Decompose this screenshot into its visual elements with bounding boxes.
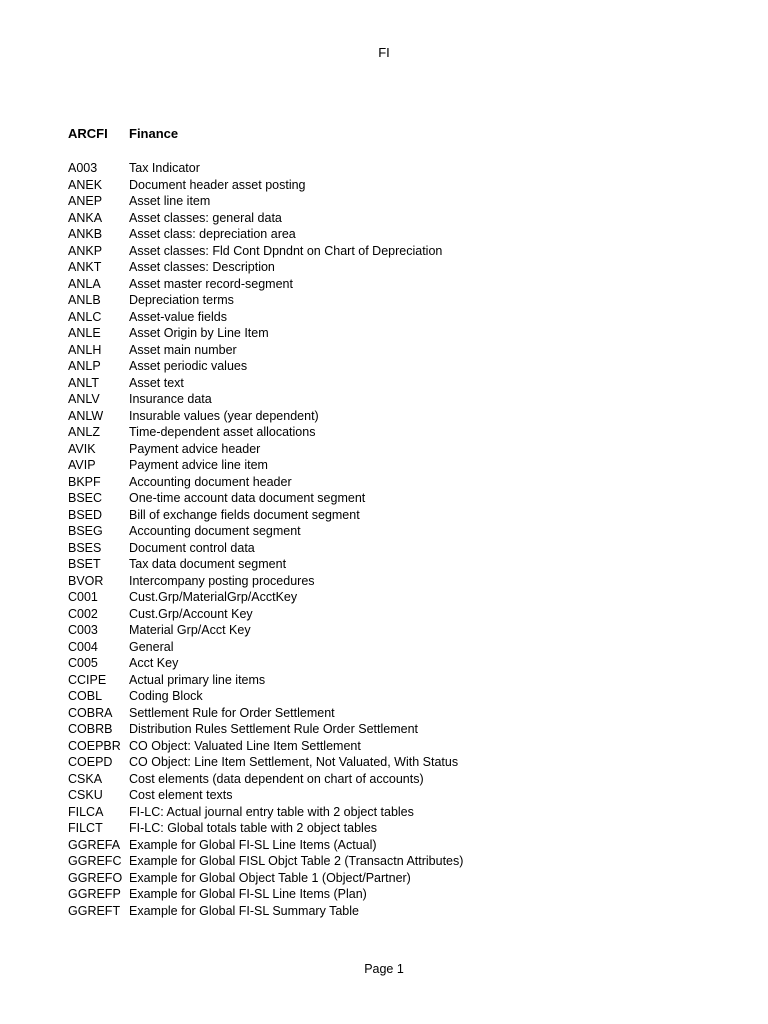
table-code: BKPF bbox=[68, 474, 101, 489]
table-description: Asset text bbox=[129, 375, 184, 390]
table-row bbox=[68, 226, 463, 243]
table-description: Distribution Rules Settlement Rule Order Settlement bbox=[129, 722, 419, 736]
table-code: ANLZ bbox=[68, 425, 100, 439]
table-row bbox=[68, 771, 463, 788]
table-description: Asset-value fields bbox=[129, 309, 227, 324]
table-description: Insurance data bbox=[129, 392, 212, 406]
table-description: Intercompany posting procedures bbox=[129, 573, 315, 588]
table-description: Example for Global FISL Objct Table 2 (Transactn Attributes) bbox=[129, 854, 464, 868]
table-code: CSKU bbox=[68, 788, 103, 802]
table-code: BSED bbox=[68, 507, 103, 522]
table-row bbox=[68, 243, 463, 260]
table-description: Insurable values (year dependent) bbox=[129, 408, 319, 423]
table-row bbox=[68, 276, 463, 293]
table-row bbox=[68, 490, 463, 507]
table-code: ANLC bbox=[68, 309, 102, 324]
table-description: Cust.Grp/Account Key bbox=[129, 606, 253, 621]
table-row bbox=[68, 193, 463, 210]
table-code: C003 bbox=[68, 623, 98, 637]
table-description: Example for Global FI-SL Summary Table bbox=[129, 903, 359, 918]
table-code: GGREFP bbox=[68, 887, 121, 901]
table-code: GGREFT bbox=[68, 903, 121, 918]
table-description: Example for Global Object Table 1 (Object/Partner) bbox=[129, 870, 411, 885]
table-row bbox=[68, 639, 463, 656]
table-description: CO Object: Line Item Settlement, Not Valuated, With Status bbox=[129, 755, 459, 769]
table-row bbox=[68, 837, 463, 854]
table-description: Example for Global FI-SL Line Items (Actual) bbox=[129, 837, 377, 852]
table-row bbox=[68, 507, 463, 524]
table-code: ANLT bbox=[68, 375, 100, 390]
page-footer: Page 1 bbox=[364, 962, 404, 976]
table-row bbox=[68, 705, 463, 722]
table-code: COBL bbox=[68, 689, 103, 703]
table-row bbox=[68, 853, 463, 870]
table-code: ANKB bbox=[68, 227, 103, 241]
table-code: C005 bbox=[68, 656, 98, 670]
table-code: ANLE bbox=[68, 326, 101, 340]
table-description: Asset classes: general data bbox=[129, 210, 282, 225]
table-description: Depreciation terms bbox=[129, 293, 234, 307]
table-row bbox=[68, 441, 463, 458]
table-code: COBRB bbox=[68, 722, 113, 736]
table-code: FILCA bbox=[68, 804, 104, 819]
table-description: Acct Key bbox=[129, 656, 179, 670]
table-code: ANLA bbox=[68, 276, 101, 291]
table-code: CCIPE bbox=[68, 672, 107, 687]
table-code: AVIP bbox=[68, 458, 96, 472]
table-code: ANLV bbox=[68, 392, 100, 406]
table-code: ANLW bbox=[68, 408, 104, 423]
table-row bbox=[68, 688, 463, 705]
table-description: CO Object: Valuated Line Item Settlement bbox=[129, 738, 361, 753]
table-row bbox=[68, 358, 463, 375]
table-code: COEPD bbox=[68, 755, 113, 769]
table-row bbox=[68, 556, 463, 573]
table-code: BSES bbox=[68, 540, 102, 555]
table-code: ANKP bbox=[68, 243, 103, 258]
table-row bbox=[68, 424, 463, 441]
table-row bbox=[68, 408, 463, 425]
table-description: Actual primary line items bbox=[129, 672, 266, 687]
table-code: ANKA bbox=[68, 210, 103, 225]
table-row bbox=[68, 391, 463, 408]
table-code: CSKA bbox=[68, 771, 103, 786]
table-description: Cost elements (data dependent on chart of accounts) bbox=[129, 771, 424, 786]
table-description: Payment advice header bbox=[129, 441, 261, 456]
section-heading bbox=[68, 126, 178, 141]
table-code: ANEP bbox=[68, 194, 103, 208]
table-description: FI-LC: Actual journal entry table with 2 object tables bbox=[129, 804, 414, 819]
table-code: ANEK bbox=[68, 177, 103, 192]
table-description: Time-dependent asset allocations bbox=[129, 425, 316, 439]
table-code: BSEC bbox=[68, 491, 103, 505]
table-row bbox=[68, 177, 463, 194]
page-header: FI bbox=[378, 45, 390, 60]
table-row bbox=[68, 870, 463, 887]
table-description: Accounting document segment bbox=[129, 524, 301, 538]
table-description: Asset periodic values bbox=[129, 359, 248, 373]
table-description: Asset master record-segment bbox=[129, 276, 293, 291]
table-row bbox=[68, 606, 463, 623]
table-description: Tax Indicator bbox=[129, 161, 200, 175]
table-row bbox=[68, 457, 463, 474]
table-description: Tax data document segment bbox=[129, 557, 287, 571]
table-row bbox=[68, 292, 463, 309]
table-code: BSET bbox=[68, 557, 101, 571]
table-code: A003 bbox=[68, 161, 98, 175]
table-row bbox=[68, 573, 463, 590]
table-row bbox=[68, 903, 463, 920]
table-row bbox=[68, 210, 463, 227]
table-description: Payment advice line item bbox=[129, 458, 268, 472]
table-row bbox=[68, 309, 463, 326]
table-row bbox=[68, 721, 463, 738]
table-description: Cost element texts bbox=[129, 788, 233, 802]
table-row bbox=[68, 523, 463, 540]
table-row bbox=[68, 820, 463, 837]
table-code: ANLP bbox=[68, 359, 101, 373]
table-code: C004 bbox=[68, 639, 98, 654]
table-code: BVOR bbox=[68, 573, 104, 588]
table-description: Settlement Rule for Order Settlement bbox=[129, 705, 335, 720]
table-code: COEPBR bbox=[68, 738, 121, 753]
table-code: COBRA bbox=[68, 705, 113, 720]
table-description: Asset line item bbox=[129, 194, 211, 208]
table-description: FI-LC: Global totals table with 2 object tables bbox=[129, 821, 378, 835]
table-description: Accounting document header bbox=[129, 474, 292, 489]
table-row bbox=[68, 754, 463, 771]
table-code: ANLH bbox=[68, 342, 102, 357]
table-description: Cust.Grp/MaterialGrp/AcctKey bbox=[129, 590, 298, 604]
table-description: Coding Block bbox=[129, 689, 203, 703]
table-row bbox=[68, 787, 463, 804]
table-row bbox=[68, 474, 463, 491]
table-description: Asset classes: Description bbox=[129, 260, 275, 274]
table-code: GGREFC bbox=[68, 854, 122, 868]
table-row bbox=[68, 622, 463, 639]
table-code: ANLB bbox=[68, 293, 101, 307]
table-row bbox=[68, 160, 463, 177]
table-row bbox=[68, 342, 463, 359]
table-code: ANKT bbox=[68, 260, 102, 274]
table-row bbox=[68, 672, 463, 689]
table-code: C002 bbox=[68, 606, 98, 621]
table-code: GGREFA bbox=[68, 837, 121, 852]
table-description: One-time account data document segment bbox=[129, 491, 366, 505]
table-description: Bill of exchange fields document segment bbox=[129, 507, 360, 522]
table-row bbox=[68, 259, 463, 276]
table-code: C001 bbox=[68, 590, 98, 604]
table-row bbox=[68, 738, 463, 755]
table-description: Material Grp/Acct Key bbox=[129, 623, 251, 637]
table-row bbox=[68, 325, 463, 342]
table-row bbox=[68, 589, 463, 606]
table-description: Asset Origin by Line Item bbox=[129, 326, 269, 340]
table-row bbox=[68, 540, 463, 557]
table-description: General bbox=[129, 639, 174, 654]
table-description: Example for Global FI-SL Line Items (Plan) bbox=[129, 887, 367, 901]
table-code: GGREFO bbox=[68, 870, 123, 885]
table-description: Asset main number bbox=[129, 342, 237, 357]
table-row bbox=[68, 804, 463, 821]
table-code: AVIK bbox=[68, 441, 96, 456]
table-description: Asset classes: Fld Cont Dpndnt on Chart of Depreciation bbox=[129, 243, 443, 258]
table-description: Asset class: depreciation area bbox=[129, 227, 296, 241]
table-code: FILCT bbox=[68, 821, 103, 835]
table-list bbox=[68, 160, 463, 919]
section-code: ARCFI bbox=[68, 126, 108, 141]
table-code: BSEG bbox=[68, 524, 103, 538]
table-row bbox=[68, 655, 463, 672]
table-row bbox=[68, 375, 463, 392]
table-row bbox=[68, 886, 463, 903]
section-title: Finance bbox=[129, 126, 179, 141]
table-description: Document control data bbox=[129, 540, 255, 555]
table-description: Document header asset posting bbox=[129, 177, 306, 192]
